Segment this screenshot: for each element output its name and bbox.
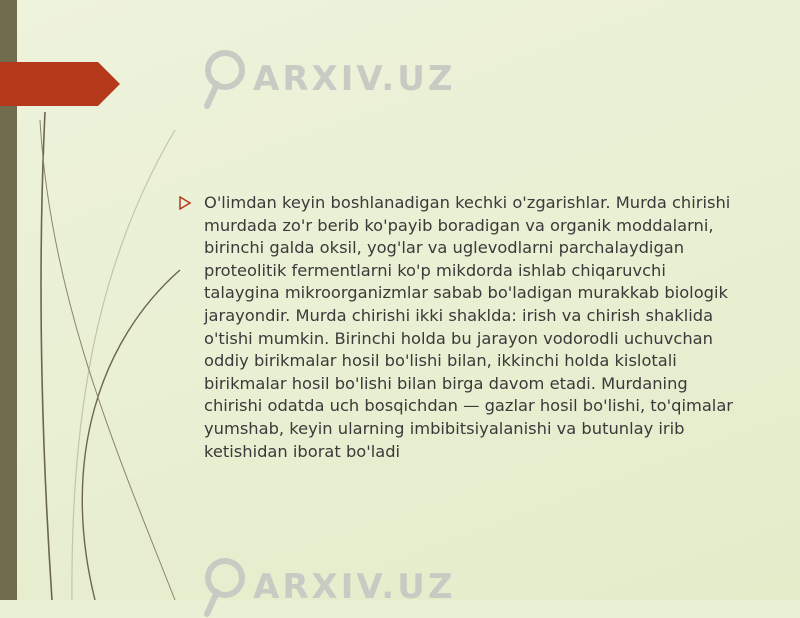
bullet-item: [178, 192, 738, 463]
watermark-text: ARXIV.UZ: [253, 59, 456, 99]
bullet-paragraph: O'limdan keyin boshlanadigan kechki o'zgarishlar. Murda chirishi murdada zo'r berib ko'payib boradigan va organik moddalarni, birinchi galda oksil, yog'lar va uglevodlarni parchalaydigan proteolitik fermentlarni ko'p mikdorda ishlab chiqaruvchi talaygina mikroorganizmlar sabab bo'ladigan murakkab biologik jarayondir. Murda chirishi ikki shaklda: irish va chirish shaklida o'tishi mumkin. Birinchi holda bu jarayon vodorodli uchuvchan oddiy birikmalar hosil bo'lishi bilan, ikkinchi holda kislotali birikmalar hosil bo'lishi bilan birga davom etadi. Murdaning chirishi odatda uch bosqichdan — gazlar hosil bo'lishi, to'qimalar yumshab, keyin ularning imbibitsiyalanishi va butunlay irib ketishidan iborat bo'ladi: [204, 193, 734, 461]
triangle-bullet-icon: [178, 196, 192, 210]
red-accent-tab: [0, 62, 120, 106]
magnifier-logo-icon: [203, 556, 247, 618]
watermark-top: [203, 48, 455, 110]
watermark-bottom: [203, 556, 455, 618]
magnifier-logo-icon: [203, 48, 247, 110]
slide-content: [178, 192, 738, 463]
watermark-text: ARXIV.UZ: [253, 567, 456, 607]
